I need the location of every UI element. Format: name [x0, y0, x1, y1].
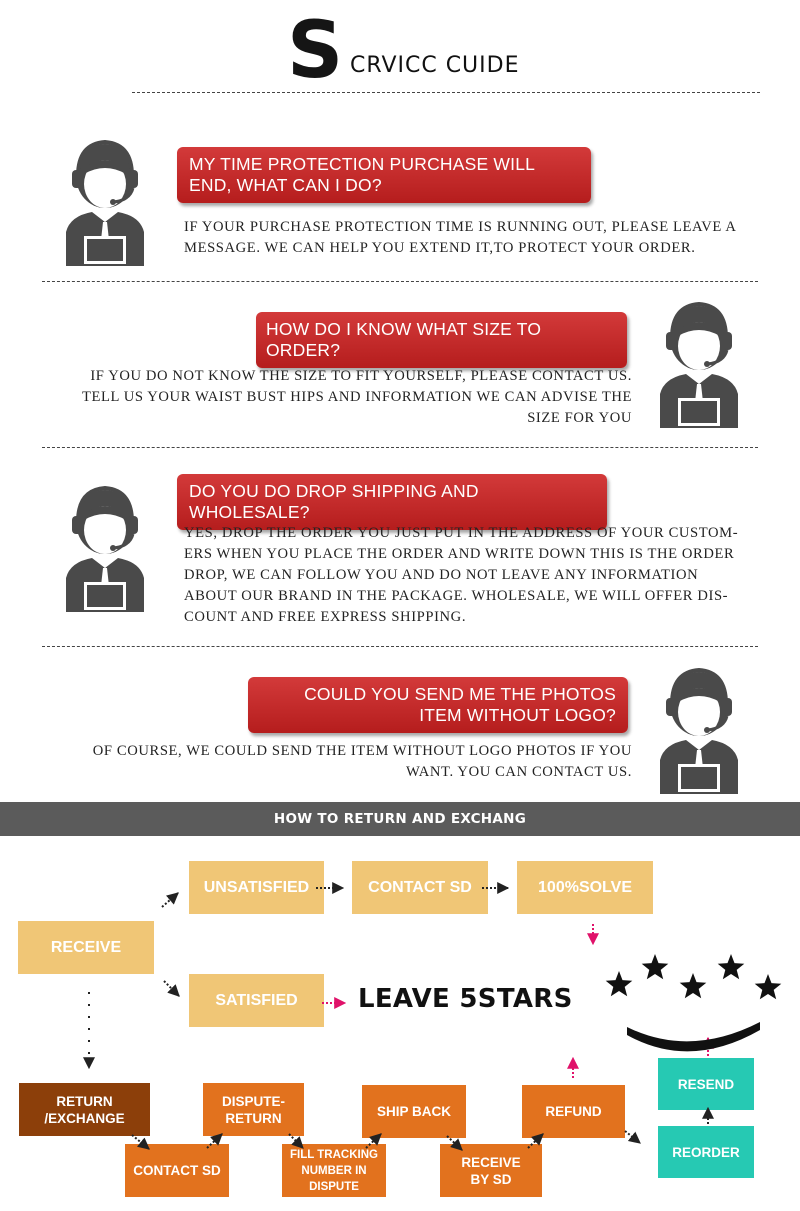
fill-tracking-label-2: NUMBER IN: [301, 1164, 367, 1177]
faq-divider-3: [42, 646, 758, 647]
star-icon: [606, 971, 633, 996]
faq-question-1: MY TIME PROTECTION PURCHASE WILL END, WHAT CAN I DO?: [177, 147, 591, 203]
contact-sd-top-box: [352, 861, 488, 914]
resend-box: [658, 1058, 754, 1110]
arrow-refund-resend: [625, 1131, 640, 1143]
fill-tracking-box: [282, 1144, 386, 1197]
refund-box: [522, 1085, 625, 1138]
five-stars-smile-icon: [606, 954, 782, 1051]
return-exchange-label-2: /EXCHANGE: [44, 1110, 125, 1126]
support-agent-icon: [64, 132, 146, 266]
dispute-return-label-2: RETURN: [225, 1110, 282, 1126]
header-divider: [132, 92, 760, 93]
dispute-return-box: [203, 1083, 304, 1136]
resend-label: RESEND: [677, 1076, 735, 1092]
solve-box: [517, 861, 653, 914]
receive-box: [18, 921, 154, 974]
fill-tracking-label-1: FILL TRACKING: [290, 1148, 378, 1161]
star-icon: [642, 954, 669, 979]
faq-answer-2: IF YOU DO NOT KNOW THE SIZE TO FIT YOURSELF, PLEASE CONTACT US. TELL US YOUR WAIST BUST HIPS AND INFORMATION WE CAN ADVISE THE SIZE FOR YOU: [81, 368, 632, 426]
faq-divider-2: [42, 447, 758, 448]
satisfied-box: [189, 974, 324, 1027]
support-agent-icon: [658, 660, 740, 794]
star-icon: [718, 954, 745, 979]
receive-by-sd-label-2: BY SD: [470, 1171, 512, 1187]
leave-5stars-text: LEAVE 5STARS: [358, 984, 573, 1014]
ship-back-box: [362, 1085, 466, 1138]
receive-by-sd-box: [440, 1144, 542, 1197]
arrow-receive-unsatisfied: [162, 893, 178, 907]
fill-tracking-label-3: DISPUTE: [309, 1180, 359, 1193]
faq-question-2: HOW DO I KNOW WHAT SIZE TO ORDER?: [256, 312, 627, 368]
support-agent-icon: [64, 478, 146, 612]
faq-answer-4: OF COURSE, WE COULD SEND THE ITEM WITHOUT LOGO PHOTOS IF YOU WANT. YOU CAN CONTACT US.: [92, 743, 632, 780]
refund-label: REFUND: [545, 1104, 602, 1119]
receive-label: RECEIVE: [50, 938, 122, 956]
star-icon: [755, 974, 782, 999]
contact-sd-bottom-label: CONTACT SD: [133, 1163, 221, 1178]
page-title: CRVICC CUIDE: [350, 53, 520, 78]
contact-sd-bottom-box: [125, 1144, 229, 1197]
star-icon: [680, 973, 707, 998]
return-exchange-box: [19, 1083, 150, 1136]
reorder-box: [658, 1126, 754, 1178]
faq-answer-1: IF YOUR PURCHASE PROTECTION TIME IS RUNNING OUT, PLEASE LEAVE A MESSAGE. WE CAN HELP YOU EXTEND IT,TO PROTECT YOUR ORDER.: [184, 219, 736, 256]
faq-question-3: DO YOU DO DROP SHIPPING AND WHOLESALE?: [177, 474, 607, 530]
contact-sd-top-label: CONTACT SD: [368, 878, 472, 896]
ship-back-label: SHIP BACK: [376, 1104, 451, 1119]
receive-by-sd-label-1: RECEIVE: [461, 1154, 521, 1170]
unsatisfied-label: UNSATISFIED: [203, 878, 310, 896]
support-agent-icon: [658, 294, 740, 428]
unsatisfied-box: [189, 861, 324, 914]
reorder-label: REORDER: [672, 1144, 740, 1160]
arrow-receive-satisfied: [164, 981, 179, 996]
faq-answer-3: YES, DROP THE ORDER YOU JUST PUT IN THE ADDRESS OF YOUR CUSTOM-ERS WHEN YOU PLACE THE ORDER AND WRITE DOWN THIS IS THE ORDER DROP, WE CAN FOLLOW YOU AND DO NOT LEAVE ANY INFORMATION ABOUT OUR BRAND IN THE PACKAGE. WHOLESALE, WE WILL OFFER DIS-COUNT AND FREE EXPRESS SHIPPING.: [184, 525, 739, 625]
return-banner: HOW TO RETURN AND EXCHANG: [0, 802, 800, 836]
faq-divider-1: [42, 281, 758, 282]
satisfied-label: SATISFIED: [215, 991, 298, 1009]
dispute-return-label-1: DISPUTE-: [221, 1093, 285, 1109]
solve-label: 100%SOLVE: [538, 878, 632, 896]
logo-s-icon: S: [287, 6, 344, 96]
return-exchange-label-1: RETURN: [56, 1093, 113, 1109]
faq-question-4: COULD YOU SEND ME THE PHOTOS ITEM WITHOUT LOGO?: [248, 677, 628, 733]
